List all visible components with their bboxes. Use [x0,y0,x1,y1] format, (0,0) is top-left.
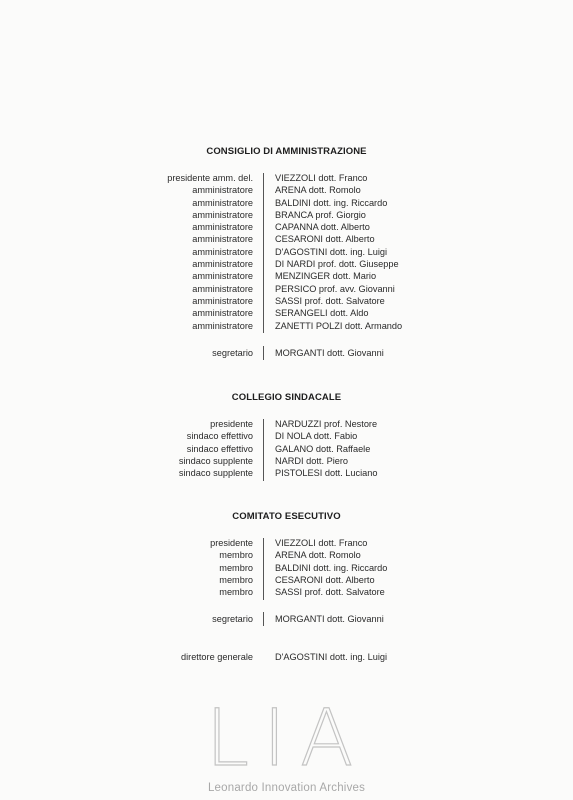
member-name: ZANETTI POLZI dott. Armando [275,320,403,331]
list-item [0,562,573,574]
list-item [0,283,573,295]
member-name: D'AGOSTINI dott. ing. Luigi [275,246,388,257]
member-name: NARDUZZI prof. Nestore [275,419,378,429]
role-label: segretario [212,614,253,624]
collegio-title: COLLEGIO SINDACALE [231,392,342,403]
role-label: amministratore [192,197,253,208]
role-label: amministratore [192,259,253,270]
list-item [0,184,573,196]
watermark-subtitle: Leonardo Innovation Archives [207,782,366,794]
list-item [0,549,573,561]
comitato-list [0,537,573,598]
member-name: VIEZZOLI dott. Franco [275,173,368,183]
list-item [0,197,573,209]
member-name: BALDINI dott. ing. Riccardo [275,197,388,208]
member-name: CESARONI dott. Alberto [275,234,375,245]
member-name: GALANO dott. Raffaele [275,443,371,454]
role-label: membro [219,562,253,573]
list-item [0,586,573,598]
list-item [0,651,573,663]
role-label: sindaco effettivo [186,431,253,442]
list-item [0,172,573,184]
role-label: amministratore [192,234,253,245]
member-name: DI NARDI prof. dott. Giuseppe [275,259,399,270]
member-name: BALDINI dott. ing. Riccardo [275,562,388,573]
list-item [0,307,573,319]
member-name: PERSICO prof. avv. Giovanni [275,283,395,294]
list-item [0,537,573,549]
list-item [0,455,573,467]
role-label: amministratore [192,209,253,220]
list-item [0,613,573,625]
role-label: sindaco supplente [178,455,253,466]
role-label: amministratore [192,222,253,233]
lia-logo: LIA [205,694,368,784]
role-label: amministratore [192,308,253,319]
role-label: membro [219,587,253,598]
list-item [0,295,573,307]
member-name: MENZINGER dott. Mario [275,271,377,282]
role-label: direttore generale [180,652,253,662]
member-name: ARENA dott. Romolo [275,550,361,561]
role-label: amministratore [192,320,253,331]
archive-watermark [0,694,573,794]
role-label: amministratore [192,185,253,196]
member-name: CESARONI dott. Alberto [275,574,375,585]
list-item [0,574,573,586]
consiglio-list [0,172,573,332]
member-name: VIEZZOLI dott. Franco [275,538,368,548]
member-name: SASSI prof. dott. Salvatore [275,587,385,598]
role-label: presidente [210,419,253,429]
consiglio-title: CONSIGLIO DI AMMINISTRAZIONE [206,146,367,157]
list-item [0,320,573,332]
role-label: segretario [212,348,253,358]
consiglio-secretary [0,347,573,359]
member-name: D'AGOSTINI dott. ing. Luigi [275,652,388,662]
member-name: MORGANTI dott. Giovanni [275,614,384,624]
role-label: membro [219,550,253,561]
member-name: CAPANNA dott. Alberto [275,222,370,233]
list-item [0,209,573,221]
role-label: sindaco effettivo [186,443,253,454]
member-name: PISTOLESI dott. Luciano [275,468,378,479]
member-name: ARENA dott. Romolo [275,185,361,196]
collegio-list [0,418,573,479]
comitato-secretary [0,613,573,625]
list-item [0,418,573,430]
member-name: SASSI prof. dott. Salvatore [275,295,385,306]
role-label: presidente [210,538,253,548]
role-label: presidente amm. del. [167,173,253,183]
member-name: NARDI dott. Piero [275,455,349,466]
member-name: DI NOLA dott. Fabio [275,431,358,442]
direttore-row [0,651,573,663]
role-label: amministratore [192,283,253,294]
list-item [0,270,573,282]
role-label: membro [219,574,253,585]
role-label: amministratore [192,246,253,257]
member-name: MORGANTI dott. Giovanni [275,348,384,358]
role-label: amministratore [192,295,253,306]
list-item [0,467,573,479]
list-item [0,258,573,270]
role-label: amministratore [192,271,253,282]
list-item [0,430,573,442]
list-item [0,246,573,258]
list-item [0,347,573,359]
comitato-title: COMITATO ESECUTIVO [232,511,341,522]
member-name: BRANCA prof. Giorgio [275,209,366,220]
list-item [0,233,573,245]
role-label: sindaco supplente [178,468,253,479]
member-name: SERANGELI dott. Aldo [275,308,369,319]
list-item [0,443,573,455]
list-item [0,221,573,233]
